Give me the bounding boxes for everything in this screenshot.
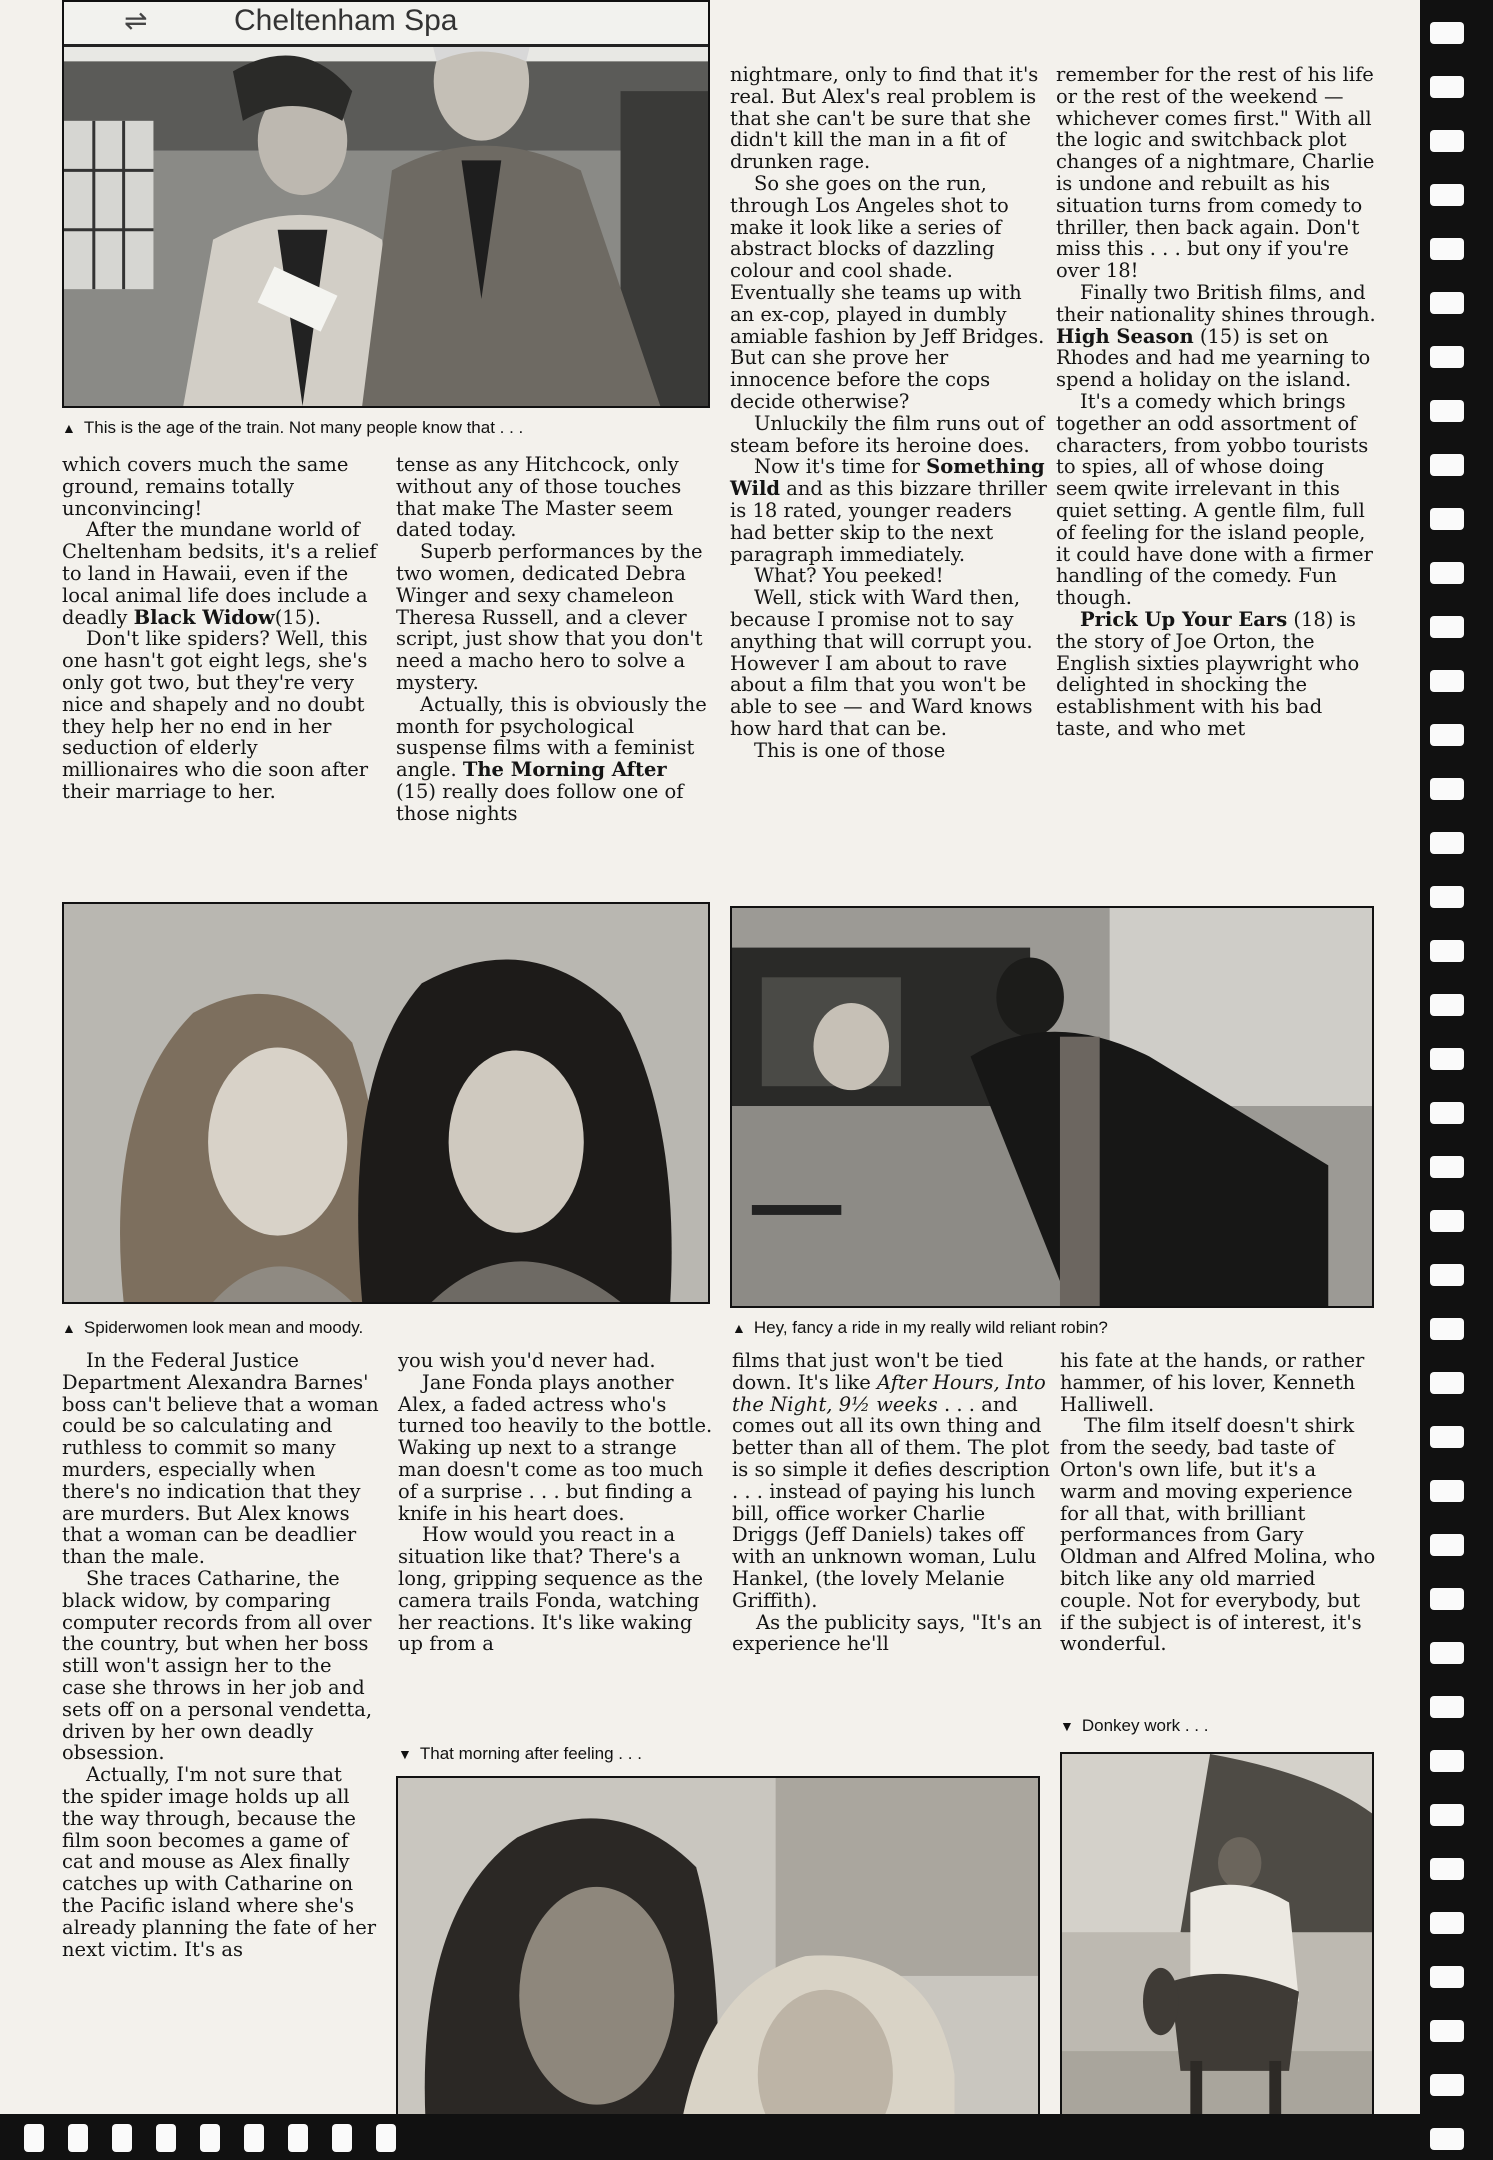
film-sprocket-hole	[1430, 76, 1464, 98]
paragraph: She traces Catharine, the black widow, by comparing computer records from all over the country, but when her boss still won't assign her to the case she throws in her job and sets off on a personal vendetta, driven by her own deadly obsession.	[62, 1566, 373, 1765]
film-sprocket-hole	[1430, 130, 1464, 152]
film-title-the-morning-after: The Morning After	[462, 758, 667, 782]
film-sprocket-hole	[1430, 2074, 1464, 2096]
film-sprocket-hole	[24, 2124, 44, 2152]
film-sprocket-hole	[1430, 1750, 1464, 1772]
film-title-prick-up-your-ears: Prick Up Your Ears	[1080, 607, 1288, 631]
film-sprocket-hole	[1430, 778, 1464, 800]
paragraph: What? You peeked!	[754, 564, 944, 588]
film-sprocket-hole	[1430, 1210, 1464, 1232]
film-title-high-season: High Season	[1056, 324, 1194, 348]
film-titles-italic: After Hours, Into the Night, 9½ weeks	[732, 1370, 1046, 1416]
morning-after-photo-image	[398, 1778, 1038, 2158]
article-column-upper-1	[62, 454, 380, 803]
film-sprocket-hole	[1430, 184, 1464, 206]
paragraph: Prick Up Your Ears (18) is the story of Joe Orton, the English sixties playwright who delighted in shocking the establishment with his bad taste, and who met	[1056, 607, 1360, 740]
paragraph: Jane Fonda plays another Alex, a faded actress who's turned too heavily to the bottle. Waking up next to a strange man doesn't come as too much of a surprise . . . but finding a knife in his heart does.	[398, 1370, 713, 1525]
rail-logo-icon: ⇌	[124, 4, 148, 37]
film-sprocket-hole	[1430, 22, 1464, 44]
film-sprocket-hole	[1430, 2128, 1464, 2150]
film-sprocket-hole	[1430, 1156, 1464, 1178]
film-sprocket-hole	[112, 2124, 132, 2152]
reliant-photo-image	[732, 908, 1372, 1306]
caption-train: ▲ This is the age of the train. Not many people know that . . .	[62, 418, 524, 437]
film-sprocket-hole	[1430, 2020, 1464, 2042]
film-sprocket-hole	[1430, 400, 1464, 422]
paragraph: Now it's time for Something Wild and as this bizzare thriller is 18 rated, younger readers had better skip to the next paragraph immediately.	[730, 455, 1047, 566]
film-sprocket-hole	[1430, 886, 1464, 908]
film-sprocket-hole	[1430, 1048, 1464, 1070]
film-sprocket-hole	[1430, 1318, 1464, 1340]
photo-donkey	[1060, 1752, 1374, 2160]
film-sprocket-hole	[244, 2124, 264, 2152]
film-title-something-wild: Something Wild	[730, 455, 1045, 501]
film-sprocket-hole	[1430, 508, 1464, 530]
article-column-top-4	[1056, 64, 1378, 740]
film-sprocket-hole	[68, 2124, 88, 2152]
article-column-lower-3	[732, 1350, 1050, 1655]
film-sprocket-hole	[1430, 1102, 1464, 1124]
film-sprocket-hole	[200, 2124, 220, 2152]
paragraph: As the publicity says, "It's an experience he'll	[732, 1610, 1042, 1656]
film-sprocket-hole	[1430, 238, 1464, 260]
film-sprocket-hole	[1430, 292, 1464, 314]
film-sprocket-hole	[1430, 562, 1464, 584]
paragraph: his fate at the hands, or rather hammer, of his lover, Kenneth Halliwell.	[1060, 1349, 1365, 1416]
paragraph: Finally two British films, and their nationality shines through. High Season (15) is set on Rhodes and had me yearning to spend a holiday on the island.	[1056, 280, 1376, 392]
film-title-black-widow: Black Widow	[133, 605, 275, 629]
film-sprocket-hole	[1430, 1696, 1464, 1718]
filmstrip-border-right	[1420, 0, 1493, 2160]
film-sprocket-hole	[1430, 346, 1464, 368]
caption-spiderwomen: ▲ Spiderwomen look mean and moody.	[62, 1318, 364, 1337]
film-sprocket-hole	[1430, 616, 1464, 638]
paragraph: This is one of those	[754, 738, 946, 762]
station-sign-text: Cheltenham Spa	[234, 4, 458, 37]
caption-reliant: ▲ Hey, fancy a ride in my really wild reliant robin?	[732, 1318, 1108, 1337]
paragraph: Don't like spiders? Well, this one hasn't got eight legs, she's only got two, but they're very nice and shapely and no doubt they help her no end in her seduction of elderly millionaires who die soon after their marriage to her.	[62, 627, 369, 803]
paragraph: It's a comedy which brings together an odd assortment of characters, from yobbo tourists to spies, all of whose doing seem qwite irrelevant in this quiet setting. A gentle film, full of feeling for the island people, it could have done with a firmer handling of the comedy. Fun though.	[1056, 389, 1373, 610]
film-sprocket-hole	[1430, 1372, 1464, 1394]
paragraph: Well, stick with Ward then, because I promise not to say anything that will corrupt you. However I am about to rave about a film that you won't be able to see — and Ward knows how hard that can be.	[730, 586, 1033, 740]
paragraph: you wish you'd never had.	[398, 1349, 656, 1372]
film-sprocket-hole	[1430, 1534, 1464, 1556]
paragraph: films that just won't be tied down. It's like After Hours, Into the Night, 9½ weeks . . . and comes out all its own thing and better than all of them. The plot is so simple it defies description . . . instead of paying his lunch bill, office worker Charlie Driggs (Jeff Daniels) takes off with an unknown woman, Lulu Hankel, (the lovely Melanie Griffith).	[732, 1349, 1050, 1612]
paragraph: tense as any Hitchcock, only without any of those touches that make The Master seem dated today.	[396, 453, 682, 542]
film-sprocket-hole	[1430, 670, 1464, 692]
paragraph: After the mundane world of Cheltenham bedsits, it's a relief to land in Hawaii, even if the local animal life does include a deadly Black Widow(15).	[62, 518, 377, 629]
caption-triangle-down-icon: ▼	[398, 1746, 412, 1762]
film-sprocket-hole	[1430, 724, 1464, 746]
film-sprocket-hole	[1430, 1264, 1464, 1286]
film-sprocket-hole	[288, 2124, 308, 2152]
paragraph: Actually, this is obviously the month for psychological suspense films with a feminist angle. The Morning After (15) really does follow one of those nights	[396, 692, 707, 825]
filmstrip-border-bottom	[0, 2114, 1420, 2160]
article-column-lower-2	[398, 1350, 714, 1655]
film-sprocket-hole	[332, 2124, 352, 2152]
train-photo-image	[64, 2, 708, 406]
paragraph: How would you react in a situation like that? There's a long, gripping sequence as the camera trails Fonda, watching her reactions. It's like waking up from a	[398, 1523, 704, 1656]
donkey-photo-image	[1062, 1754, 1372, 2158]
article-column-lower-1	[62, 1350, 380, 1960]
photo-reliant-robin	[730, 906, 1374, 1308]
spiderwomen-photo-image	[64, 904, 708, 1302]
photo-spiderwomen	[62, 902, 710, 1304]
paragraph: Superb performances by the two women, dedicated Debra Winger and sexy chameleon Theresa Russell, and a clever script, just show that you don't need a macho hero to solve a mystery.	[396, 540, 703, 694]
film-sprocket-hole	[1430, 940, 1464, 962]
article-column-upper-2	[396, 454, 710, 825]
photo-train-platform	[62, 0, 710, 408]
film-sprocket-hole	[1430, 1858, 1464, 1880]
paragraph: Unluckily the film runs out of steam before its heroine does.	[730, 411, 1045, 457]
caption-triangle-icon: ▲	[62, 420, 76, 436]
film-sprocket-hole	[376, 2124, 396, 2152]
film-sprocket-hole	[1430, 1426, 1464, 1448]
photo-morning-after	[396, 1776, 1040, 2160]
caption-donkey: ▼ Donkey work . . .	[1060, 1716, 1209, 1735]
paragraph: remember for the rest of his life or the rest of the weekend — whichever comes first." With all the logic and switchback plot changes of a nightmare, Charlie is undone and rebuilt as his situation turns from comedy to thriller, then back again. Don't miss this . . . but ony if you're over 18!	[1056, 63, 1375, 283]
film-sprocket-hole	[1430, 832, 1464, 854]
film-sprocket-hole	[1430, 1804, 1464, 1826]
caption-triangle-icon: ▲	[732, 1320, 746, 1336]
paragraph: So she goes on the run, through Los Angeles shot to make it look like a series of abstract blocks of dazzling colour and cool shade. Eventually she teams up with an ex-cop, played in dumbly amiable fashion by Jeff Bridges. But can she prove her innocence before the cops decide otherwise?	[730, 171, 1045, 413]
caption-triangle-icon: ▲	[62, 1320, 76, 1336]
paragraph: nightmare, only to find that it's real. But Alex's real problem is that she can't be sure that she didn't kill the man in a fit of drunken rage.	[730, 63, 1039, 174]
film-sprocket-hole	[1430, 1966, 1464, 1988]
film-sprocket-hole	[1430, 454, 1464, 476]
station-sign	[64, 2, 708, 47]
film-sprocket-hole	[1430, 1588, 1464, 1610]
film-sprocket-hole	[1430, 994, 1464, 1016]
film-sprocket-hole	[1430, 1642, 1464, 1664]
paragraph: which covers much the same ground, remains totally unconvincing!	[62, 453, 349, 520]
film-sprocket-hole	[156, 2124, 176, 2152]
paragraph: The film itself doesn't shirk from the seedy, bad taste of Orton's own life, but it's a warm and moving experience for all that, with brilliant performances from Gary Oldman and Alfred Molina, who bitch like any old married couple. Not for everybody, but if the subject is of interest, it's wonderful.	[1060, 1414, 1376, 1656]
caption-triangle-down-icon: ▼	[1060, 1718, 1074, 1734]
paragraph: In the Federal Justice Department Alexandra Barnes' boss can't believe that a woman could be so calculating and ruthless to commit so many murders, especially when there's no indication that they are murders. But Alex knows that a woman can be deadlier than the male.	[62, 1349, 379, 1569]
film-sprocket-hole	[1430, 1912, 1464, 1934]
article-column-top-3	[730, 64, 1048, 762]
film-sprocket-hole	[1430, 1480, 1464, 1502]
caption-morning-after: ▼ That morning after feeling . . .	[398, 1744, 642, 1763]
paragraph: Actually, I'm not sure that the spider image holds up all the way through, because the film soon becomes a game of cat and mouse as Alex finally catches up with Catharine on the Pacific island where she's already planning the fate of her next victim. It's as	[62, 1763, 377, 1961]
article-column-lower-4	[1060, 1350, 1378, 1655]
